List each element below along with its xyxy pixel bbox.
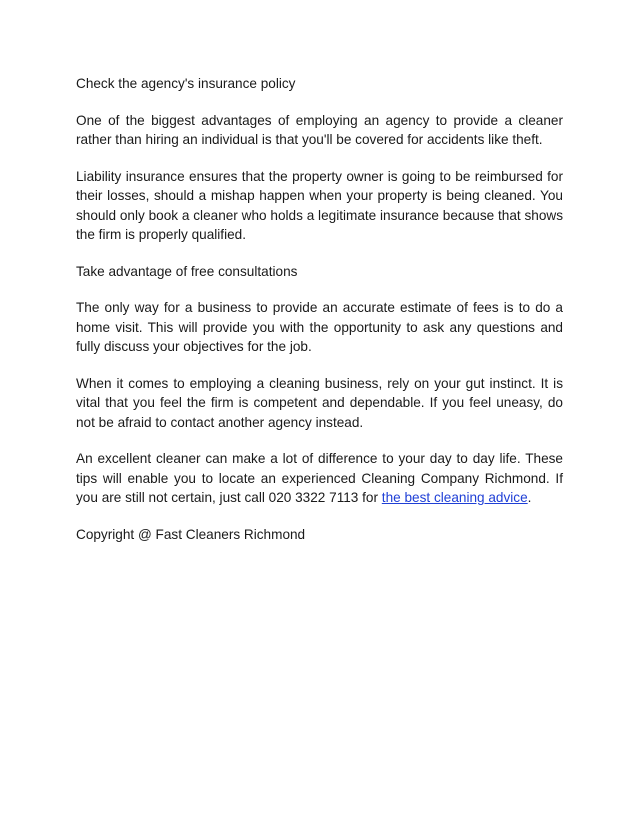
heading-insurance-policy: Check the agency's insurance policy [76, 76, 296, 91]
paragraph-home-visit: The only way for a business to provide an accurate estimate of fees is to do a home visit. This will provide you with the opportunity to ask any questions and fully discuss your objectives for the job. [76, 300, 563, 354]
paragraph-advantages: One of the biggest advantages of employing an agency to provide a cleaner rather than hiring an individual is that you'll be covered for accidents like theft. [76, 112, 563, 147]
paragraph-tips [76, 449, 563, 508]
paragraph-tips-text: An excellent cleaner can make a lot of difference to your day to day life. These tips will enable you to locate an experienced Cleaning Company Richmond. If you are still not certain, just call 020 3322 7113 for [76, 451, 563, 505]
paragraph-gut-instinct: When it comes to employing a cleaning business, rely on your gut instinct. It is vital that you feel the firm is competent and dependable. If you feel uneasy, do not be afraid to contact another agency instead. [76, 375, 563, 430]
paragraph-tips-period: . [527, 490, 532, 505]
paragraph-liability-insurance: Liability insurance ensures that the property owner is going to be reimbursed for their losses, should a mishap happen when your property is being cleaned. You should only book a cleaner who holds a legitimate insurance because that shows the firm is properly qualified. [76, 168, 563, 242]
document-body [76, 74, 563, 561]
copyright-line: Copyright @ Fast Cleaners Richmond [76, 526, 306, 542]
heading-free-consultations: Take advantage of free consultations [76, 263, 298, 279]
best-cleaning-advice-link[interactable]: the best cleaning advice [381, 490, 528, 505]
